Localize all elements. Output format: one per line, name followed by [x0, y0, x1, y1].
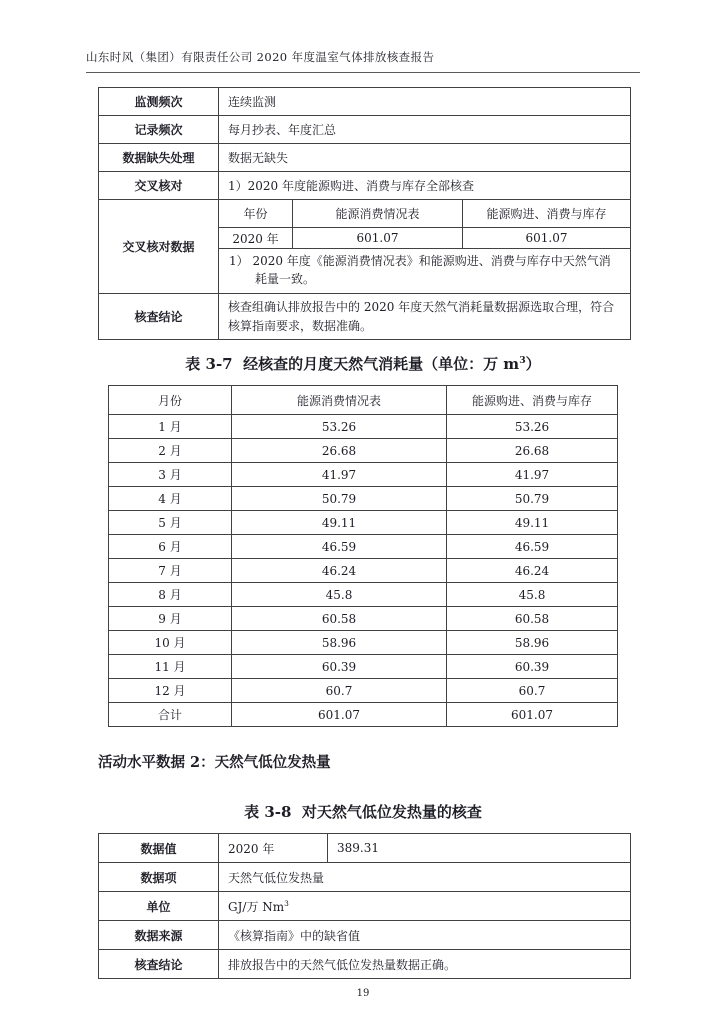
table-row	[109, 607, 618, 631]
col-header-purchase: 能源购进、消费与库存	[447, 386, 618, 415]
value-cell: 389.31	[328, 834, 631, 863]
heating-value-table	[98, 833, 631, 979]
table-row	[109, 511, 618, 535]
table-row	[109, 583, 618, 607]
month-cell: 9 月	[109, 607, 232, 631]
row-label: 单位	[99, 892, 219, 921]
cross-check-value-row	[219, 228, 630, 249]
total-row	[109, 703, 618, 727]
data-item-row	[99, 863, 631, 892]
row-label: 监测频次	[99, 88, 219, 116]
table-row	[99, 144, 631, 172]
row-value: 连续监测	[219, 88, 631, 116]
month-cell: 11 月	[109, 655, 232, 679]
consumption-cell: 49.11	[232, 511, 447, 535]
table-row	[109, 655, 618, 679]
conclusion-cell: 排放报告中的天然气低位发热量数据正确。	[219, 950, 631, 979]
year-cell: 2020 年	[219, 834, 328, 863]
table-row	[109, 463, 618, 487]
row-label: 数据项	[99, 863, 219, 892]
monthly-consumption-table	[108, 385, 618, 727]
month-cell: 10 月	[109, 631, 232, 655]
conclusion-text: 核查组确认排放报告中的 2020 年度天然气消耗量数据源选取合理，符合核算指南要求，数据准确。	[219, 294, 631, 340]
purchase-cell: 26.68	[447, 439, 618, 463]
table-3-8-title-text: 对天然气低位发热量的核查	[301, 803, 482, 822]
purchase-cell: 45.8	[447, 583, 618, 607]
col-header-month: 月份	[109, 386, 232, 415]
cross-check-note: 1） 2020 年度《能源消费情况表》和能源购进、消费与库存中天然气消耗量一致。	[229, 254, 611, 286]
table-row	[99, 172, 631, 200]
consumption-cell: 60.58	[232, 607, 447, 631]
consumption-cell: 45.8	[232, 583, 447, 607]
purchase-cell: 58.96	[447, 631, 618, 655]
table-row	[109, 535, 618, 559]
table-3-8-title-label: 表 3-8	[244, 803, 292, 822]
row-value: 每月抄表、年度汇总	[219, 116, 631, 144]
total-label-cell: 合计	[109, 703, 232, 727]
col-header-consumption: 能源消费情况表	[293, 200, 463, 228]
unit-text: GJ/万 Nm	[228, 899, 285, 914]
table-row	[109, 487, 618, 511]
table-row	[109, 631, 618, 655]
month-cell: 8 月	[109, 583, 232, 607]
purchase-cell: 46.59	[447, 535, 618, 559]
table-row	[99, 116, 631, 144]
data-value-row	[99, 834, 631, 863]
purchase-cell: 60.7	[447, 679, 618, 703]
row-label: 记录频次	[99, 116, 219, 144]
col-header-consumption: 能源消费情况表	[232, 386, 447, 415]
month-cell: 4 月	[109, 487, 232, 511]
row-value: 1）2020 年度能源购进、消费与库存全部核查	[219, 172, 631, 200]
col-header-purchase: 能源购进、消费与库存	[463, 200, 630, 228]
row-label: 交叉核对	[99, 172, 219, 200]
month-cell: 12 月	[109, 679, 232, 703]
month-cell: 3 月	[109, 463, 232, 487]
consumption-cell: 46.24	[232, 559, 447, 583]
cross-check-data-row	[99, 200, 631, 294]
table-row	[109, 559, 618, 583]
monitoring-table	[98, 87, 631, 340]
page-number: 19	[356, 988, 370, 1000]
row-label: 数据值	[99, 834, 219, 863]
purchase-cell: 60.58	[447, 607, 618, 631]
table-3-7-title-close: ）	[525, 355, 541, 374]
purchase-cell: 53.26	[447, 415, 618, 439]
row-label: 数据缺失处理	[99, 144, 219, 172]
data-source-row	[99, 921, 631, 950]
consumption-cell: 46.59	[232, 535, 447, 559]
consumption-cell: 60.39	[232, 655, 447, 679]
month-cell: 7 月	[109, 559, 232, 583]
row-label: 核查结论	[99, 950, 219, 979]
purchase-cell: 49.11	[447, 511, 618, 535]
total-purchase-cell: 601.07	[447, 703, 618, 727]
cubic-superscript: 3	[519, 355, 526, 367]
table-3-7-title	[86, 353, 640, 374]
table-row	[109, 679, 618, 703]
month-cell: 2 月	[109, 439, 232, 463]
table-3-7-title-label: 表 3-7	[185, 355, 233, 374]
total-consumption-cell: 601.07	[232, 703, 447, 727]
consumption-cell: 26.68	[232, 439, 447, 463]
table-3-8-title	[86, 801, 640, 822]
conclusion-row	[99, 950, 631, 979]
consumption-cell: 60.7	[232, 679, 447, 703]
consumption-cell: 58.96	[232, 631, 447, 655]
month-cell: 1 月	[109, 415, 232, 439]
purchase-cell: 50.79	[447, 487, 618, 511]
month-cell: 5 月	[109, 511, 232, 535]
unit-row	[99, 892, 631, 921]
row-label: 交叉核对数据	[99, 200, 219, 294]
row-label: 核查结论	[99, 294, 219, 340]
unit-cell	[219, 892, 631, 921]
purchase-cell: 41.97	[447, 463, 618, 487]
item-cell: 天然气低位发热量	[219, 863, 631, 892]
source-cell: 《核算指南》中的缺省值	[219, 921, 631, 950]
month-cell: 6 月	[109, 535, 232, 559]
table-row	[109, 439, 618, 463]
consumption-cell: 50.79	[232, 487, 447, 511]
conclusion-row	[99, 294, 631, 340]
table-row	[99, 88, 631, 116]
table-3-7-title-text: 经核查的月度天然气消耗量（单位：万 m	[243, 355, 520, 374]
row-value: 数据无缺失	[219, 144, 631, 172]
table-header-row	[109, 386, 618, 415]
year-cell: 2020 年	[219, 228, 293, 249]
purchase-cell: 46.24	[447, 559, 618, 583]
consumption-value-cell: 601.07	[293, 228, 463, 249]
purchase-value-cell: 601.07	[463, 228, 630, 249]
consumption-cell: 53.26	[232, 415, 447, 439]
cross-check-nested-table	[219, 200, 631, 294]
col-header-year: 年份	[219, 200, 293, 228]
cross-check-header-row	[219, 200, 630, 228]
page-header	[86, 46, 640, 73]
activity-data-heading: 活动水平数据 2：天然气低位发热量	[98, 754, 331, 772]
consumption-cell: 41.97	[232, 463, 447, 487]
table-row	[109, 415, 618, 439]
row-label: 数据来源	[99, 921, 219, 950]
purchase-cell: 60.39	[447, 655, 618, 679]
report-title: 山东时风（集团）有限责任公司 2020 年度温室气体排放核查报告	[86, 50, 435, 64]
cubic-superscript: 3	[284, 898, 289, 908]
